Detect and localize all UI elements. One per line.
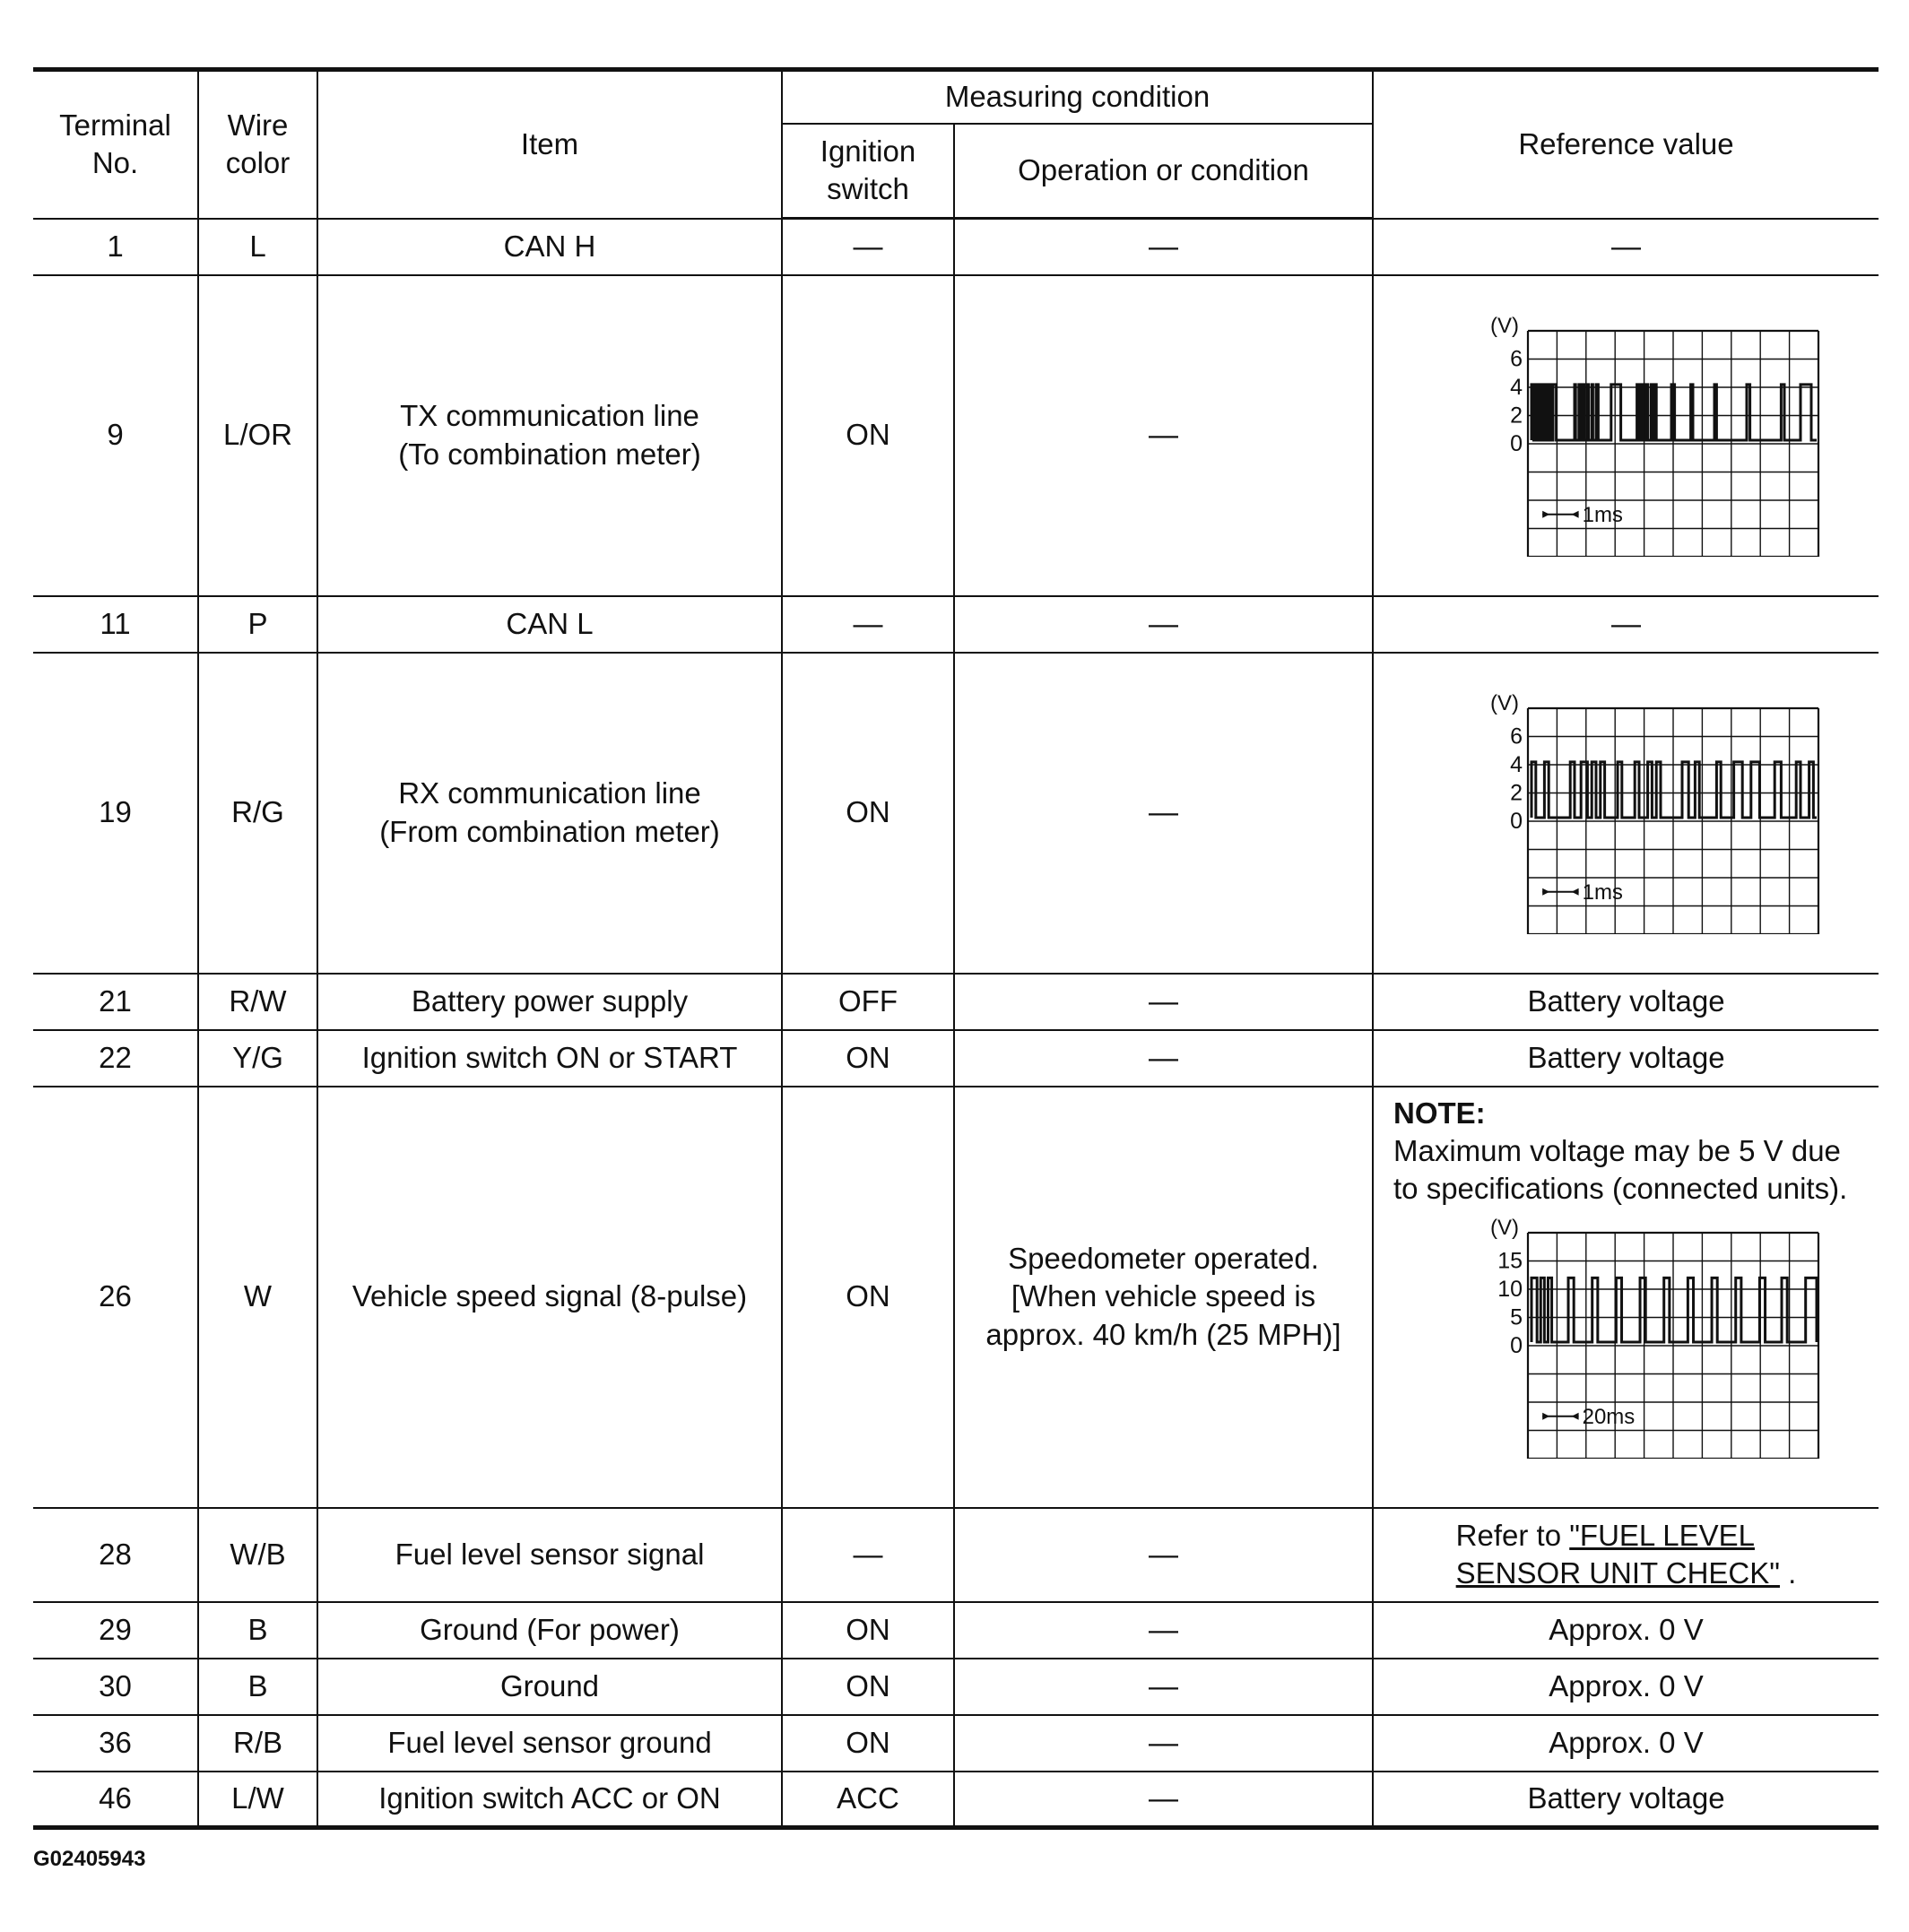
item-cell <box>317 1087 782 1508</box>
wire-color-cell: R/G <box>198 653 317 974</box>
operation-text-line: — <box>1149 1537 1178 1571</box>
table-row <box>33 1087 1879 1508</box>
ignition-switch-cell: — <box>782 596 954 653</box>
ignition-switch-cell: — <box>782 1508 954 1602</box>
operation-text-line: [When vehicle speed is <box>1011 1279 1316 1313</box>
operation-cell <box>954 1659 1373 1715</box>
waveform-y-tick: 2 <box>1509 780 1523 805</box>
table-row <box>33 219 1879 275</box>
terminal-no-cell: 22 <box>33 1030 198 1087</box>
note-text-line: Maximum voltage may be 5 V due <box>1393 1133 1841 1167</box>
terminal-no-cell: 21 <box>33 974 198 1030</box>
operation-text-line: — <box>1149 230 1178 264</box>
ignition-switch-cell: ON <box>782 1602 954 1659</box>
terminal-no-cell: 11 <box>33 596 198 653</box>
note-title: NOTE: <box>1393 1096 1486 1130</box>
ignition-switch-cell: ON <box>782 275 954 596</box>
item-text-line: (To combination meter) <box>398 437 701 471</box>
terminal-spec-table <box>33 67 1879 1830</box>
operation-text-line: — <box>1149 795 1178 829</box>
waveform-y-tick: 4 <box>1509 751 1523 777</box>
header-item: Item <box>317 70 782 219</box>
waveform-y-tick: 6 <box>1509 723 1523 749</box>
ignition-switch-cell: ACC <box>782 1772 954 1828</box>
header-measuring-condition: Measuring condition <box>782 70 1373 124</box>
table-row <box>33 596 1879 653</box>
item-text-line: Fuel level sensor signal <box>395 1537 705 1571</box>
operation-text-line: — <box>1149 1040 1178 1074</box>
ignition-switch-cell: OFF <box>782 974 954 1030</box>
table-row <box>33 275 1879 596</box>
header-operation-condition: Operation or condition <box>954 124 1373 219</box>
operation-cell <box>954 1508 1373 1602</box>
table-row <box>33 1508 1879 1602</box>
ignition-switch-cell: ON <box>782 1715 954 1772</box>
operation-text-line: — <box>1149 983 1178 1018</box>
item-text-line: RX communication line <box>398 776 701 810</box>
time-scale-arrow <box>1571 510 1578 517</box>
item-text-line: CAN L <box>506 606 594 640</box>
waveform-time-label: 1ms <box>1582 502 1623 527</box>
operation-text-line: approx. 40 km/h (25 MPH)] <box>985 1317 1341 1351</box>
terminal-no-cell: 9 <box>33 275 198 596</box>
operation-cell <box>954 1715 1373 1772</box>
refer-suffix: . <box>1779 1556 1797 1590</box>
item-cell <box>317 974 782 1030</box>
item-text-line: TX communication line <box>400 399 699 433</box>
waveform-y-tick: 10 <box>1497 1277 1523 1303</box>
ignition-switch-cell: ON <box>782 1659 954 1715</box>
item-text-line: Ignition switch ACC or ON <box>378 1781 721 1815</box>
terminal-no-cell: 26 <box>33 1087 198 1508</box>
signal-trace <box>1532 1278 1817 1343</box>
wire-color-cell: P <box>198 596 317 653</box>
terminal-no-cell: 36 <box>33 1715 198 1772</box>
fuel-level-sensor-check-link[interactable]: "FUEL LEVEL <box>1569 1518 1755 1552</box>
waveform-y-tick: 15 <box>1497 1248 1523 1274</box>
wire-color-cell: Y/G <box>198 1030 317 1087</box>
operation-text-line: — <box>1149 1725 1178 1759</box>
reference-value-cell: — <box>1373 219 1879 275</box>
note-text-line: to specifications (connected units). <box>1393 1171 1848 1205</box>
item-cell <box>317 1030 782 1087</box>
terminal-no-cell: 46 <box>33 1772 198 1828</box>
waveform-y-tick: 2 <box>1509 403 1523 428</box>
waveform-y-tick: 0 <box>1509 430 1523 456</box>
operation-cell <box>954 275 1373 596</box>
operation-cell <box>954 974 1373 1030</box>
item-text-line: Battery power supply <box>411 983 689 1018</box>
time-scale-arrow <box>1571 888 1578 895</box>
terminal-no-cell: 19 <box>33 653 198 974</box>
waveform-unit-label: (V) <box>1489 314 1519 338</box>
figure-id: G02405943 <box>33 1847 146 1871</box>
reference-value-cell <box>1373 653 1879 974</box>
operation-cell <box>954 1602 1373 1659</box>
item-cell <box>317 219 782 275</box>
item-cell <box>317 596 782 653</box>
table-row <box>33 974 1879 1030</box>
table-row <box>33 653 1879 974</box>
reference-value-cell: Battery voltage <box>1373 974 1879 1030</box>
wire-color-cell: L/OR <box>198 275 317 596</box>
operation-cell <box>954 1087 1373 1508</box>
wire-color-cell: B <box>198 1602 317 1659</box>
wire-color-cell: L <box>198 219 317 275</box>
ignition-switch-cell: — <box>782 219 954 275</box>
wire-color-cell: R/B <box>198 1715 317 1772</box>
item-text-line: Vehicle speed signal (8-pulse) <box>351 1279 748 1313</box>
ignition-switch-cell: ON <box>782 653 954 974</box>
table-row <box>33 1602 1879 1659</box>
terminal-no-cell: 1 <box>33 219 198 275</box>
item-text-line: Ground (For power) <box>420 1612 680 1646</box>
header-row <box>33 70 1879 124</box>
item-cell <box>317 1715 782 1772</box>
reference-value-cell: Approx. 0 V <box>1373 1659 1879 1715</box>
refer-line-2 <box>1456 1555 1797 1592</box>
table-row <box>33 1030 1879 1087</box>
refer-text <box>1456 1517 1797 1592</box>
table-row <box>33 1659 1879 1715</box>
reference-value-cell <box>1373 1087 1879 1508</box>
oscilloscope-waveform <box>1416 692 1837 934</box>
item-text-line: Ground <box>499 1668 600 1702</box>
header-terminal-no: Terminal No. <box>33 70 198 219</box>
terminal-no-cell: 29 <box>33 1602 198 1659</box>
item-cell <box>317 1772 782 1828</box>
operation-text-line: — <box>1149 1668 1178 1702</box>
operation-text-line: — <box>1149 1781 1178 1815</box>
waveform-y-tick: 6 <box>1509 346 1523 371</box>
signal-trace <box>1532 384 1817 439</box>
reference-value-cell: Approx. 0 V <box>1373 1602 1879 1659</box>
ignition-switch-cell: ON <box>782 1030 954 1087</box>
operation-text-line: — <box>1149 1612 1178 1646</box>
fuel-level-sensor-check-link[interactable]: SENSOR UNIT CHECK" <box>1455 1556 1780 1590</box>
item-text-line: CAN H <box>503 229 596 263</box>
reference-value-cell: Approx. 0 V <box>1373 1715 1879 1772</box>
table-row <box>33 1772 1879 1828</box>
reference-value-cell: Battery voltage <box>1373 1030 1879 1087</box>
oscilloscope-waveform <box>1416 1217 1837 1459</box>
header-wire-color: Wire color <box>198 70 317 219</box>
refer-prefix: Refer to <box>1455 1518 1570 1552</box>
operation-cell <box>954 1772 1373 1828</box>
waveform-y-tick: 5 <box>1509 1304 1523 1330</box>
waveform-unit-label: (V) <box>1489 1217 1519 1241</box>
terminal-no-cell: 30 <box>33 1659 198 1715</box>
item-cell <box>317 1659 782 1715</box>
waveform-unit-label: (V) <box>1489 691 1519 715</box>
item-cell <box>317 275 782 596</box>
operation-text-line: Speedometer operated. <box>1008 1242 1319 1276</box>
time-scale-arrow <box>1542 1413 1549 1420</box>
operation-cell <box>954 653 1373 974</box>
header-reference-value: Reference value <box>1373 70 1879 219</box>
operation-cell <box>954 219 1373 275</box>
wire-color-cell: L/W <box>198 1772 317 1828</box>
waveform-y-tick: 0 <box>1509 1333 1523 1359</box>
header-ignition-switch: Ignition switch <box>782 124 954 219</box>
ignition-switch-cell: ON <box>782 1087 954 1508</box>
time-scale-arrow <box>1571 1413 1578 1420</box>
time-scale-arrow <box>1542 888 1549 895</box>
waveform-time-label: 20ms <box>1582 1404 1635 1429</box>
reference-value-cell: — <box>1373 596 1879 653</box>
reference-value-cell <box>1373 1508 1879 1602</box>
waveform-y-tick: 0 <box>1509 808 1523 834</box>
wire-color-cell: B <box>198 1659 317 1715</box>
note-block <box>1374 1087 1879 1217</box>
refer-line-1 <box>1456 1517 1797 1555</box>
signal-trace <box>1532 761 1817 817</box>
item-cell <box>317 653 782 974</box>
reference-value-cell <box>1373 275 1879 596</box>
wire-color-cell: R/W <box>198 974 317 1030</box>
item-cell <box>317 1508 782 1602</box>
wire-color-cell: W <box>198 1087 317 1508</box>
operation-text-line: — <box>1149 606 1178 640</box>
terminal-no-cell: 28 <box>33 1508 198 1602</box>
wire-color-cell: W/B <box>198 1508 317 1602</box>
item-cell <box>317 1602 782 1659</box>
waveform-time-label: 1ms <box>1582 879 1623 905</box>
item-text-line: Fuel level sensor ground <box>387 1725 712 1759</box>
table-body <box>33 219 1879 1828</box>
table-row <box>33 1715 1879 1772</box>
reference-value-cell: Battery voltage <box>1373 1772 1879 1828</box>
operation-cell <box>954 596 1373 653</box>
time-scale-arrow <box>1542 510 1549 517</box>
item-text-line: Ignition switch ON or START <box>361 1040 738 1074</box>
waveform-y-tick: 4 <box>1509 374 1523 400</box>
item-text-line: (From combination meter) <box>379 814 720 848</box>
operation-cell <box>954 1030 1373 1087</box>
operation-text-line: — <box>1149 418 1178 452</box>
oscilloscope-waveform <box>1416 315 1837 557</box>
